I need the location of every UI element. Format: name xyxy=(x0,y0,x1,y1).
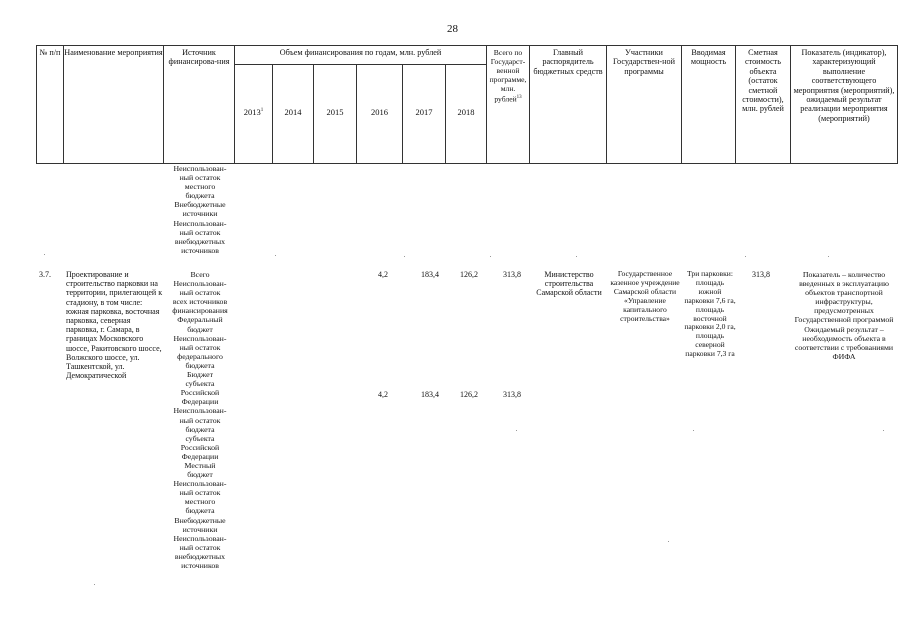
header-year-2015: 2015 xyxy=(326,107,344,117)
header-year-2018: 2018 xyxy=(457,107,475,117)
row-cost: 313,8 xyxy=(752,270,770,279)
total-2017: 183,4 xyxy=(421,270,439,279)
total-2018: 126,2 xyxy=(460,270,478,279)
scan-speck xyxy=(490,256,491,257)
scan-speck xyxy=(94,584,95,585)
budget-all: 313,8 xyxy=(503,390,521,399)
budget-2018: 126,2 xyxy=(460,390,478,399)
total-2016: 4,2 xyxy=(378,270,388,279)
scan-speck xyxy=(44,254,45,255)
scan-speck xyxy=(576,256,577,257)
scan-speck xyxy=(404,256,405,257)
scan-speck xyxy=(516,430,517,431)
header-num: № п/п xyxy=(39,48,61,57)
header-year-2016: 2016 xyxy=(371,107,388,117)
row-capacity: Три парковки: площадь южной парковки 7,6 га, площадь восточной парковки 2,0 га, площадь северной парковки 7,3 га xyxy=(684,269,736,359)
row-number: 3.7. xyxy=(39,270,51,279)
budget-2017: 183,4 xyxy=(421,390,439,399)
row-participants: Государственное казенное учреждение Самарской области «Управление капитального строительства» xyxy=(610,269,680,323)
scan-speck xyxy=(883,430,884,431)
header-source: Источник финансирова-ния xyxy=(168,48,230,67)
row-indicator: Показатель – количество введенных в эксплуатацию объектов транспортной инфраструктуры, предусмотренных Государственной программой Ожидаемый результат – необходимость объекта в соответствии с требованиями ФИФА xyxy=(794,270,894,361)
header-cost: Сметная стоимость объекта (остаток сметной стоимости), млн. рублей xyxy=(742,48,784,114)
header-year-2013: 2013$^1$ xyxy=(243,107,264,117)
scan-speck xyxy=(275,255,276,256)
carryover-sources: Неиспользован- ный остаток местного бюджета Внебюджетные источники Неиспользован- ный остаток внебюджетных источников xyxy=(173,164,227,255)
scan-speck xyxy=(745,256,746,257)
total-all: 313,8 xyxy=(503,270,521,279)
header-participants: Участники Государствен-ной программы xyxy=(613,48,675,76)
row-name: Проектирование и строительство парковки на территории, прилегающей к стадиону, в том числе: южная парковка, восточная парковка, северная парковка, г. Самара, в границах Московского шоссе, Ракитовского шоссе, Волжского шоссе, ул. Ташкентской, ул. Демократической xyxy=(66,270,163,381)
scan-speck xyxy=(828,256,829,257)
col-divider xyxy=(897,45,898,163)
header-year-2014: 2014 xyxy=(284,107,302,117)
col-divider xyxy=(63,45,64,163)
header-total: Всего по Государст-венной программе, млн. рублей$^{13}$ xyxy=(489,48,527,104)
page-number: 28 xyxy=(447,23,458,35)
scan-speck xyxy=(668,541,669,542)
header-manager: Главный распорядитель бюджетных средств xyxy=(533,48,603,76)
budget-2016: 4,2 xyxy=(378,390,388,399)
row-sources: Всего Неиспользован- ный остаток всех источников финансирования Федеральный бюджет Неиспользован- ный остаток федерального бюджета Бюджет субъекта Российской Федерации Неиспользован- ный остаток бюджета субъекта Российской Федерации Местный бюджет Неиспользован- ный остаток местного бюджета Внебюджетные источники Неиспользован- ный остаток внебюджетных источников xyxy=(172,270,228,570)
header-year-2017: 2017 xyxy=(415,107,433,117)
header-capacity: Вводимая мощность xyxy=(690,48,727,67)
header-indicator: Показатель (индикатор), характеризующий выполнение соответствующего мероприятия (мероприятий), ожидаемый результат реализации мероприятия (мероприятий) xyxy=(793,48,895,123)
header-volume: Объем финансирования по годам, млн. рублей xyxy=(279,48,442,57)
col-divider xyxy=(36,45,37,163)
scan-speck xyxy=(693,430,694,431)
col-divider xyxy=(234,45,235,163)
header-name: Наименование мероприятия xyxy=(64,48,163,57)
row-manager: Министерство строительства Самарской области xyxy=(536,270,602,298)
header-top-border xyxy=(36,45,898,46)
